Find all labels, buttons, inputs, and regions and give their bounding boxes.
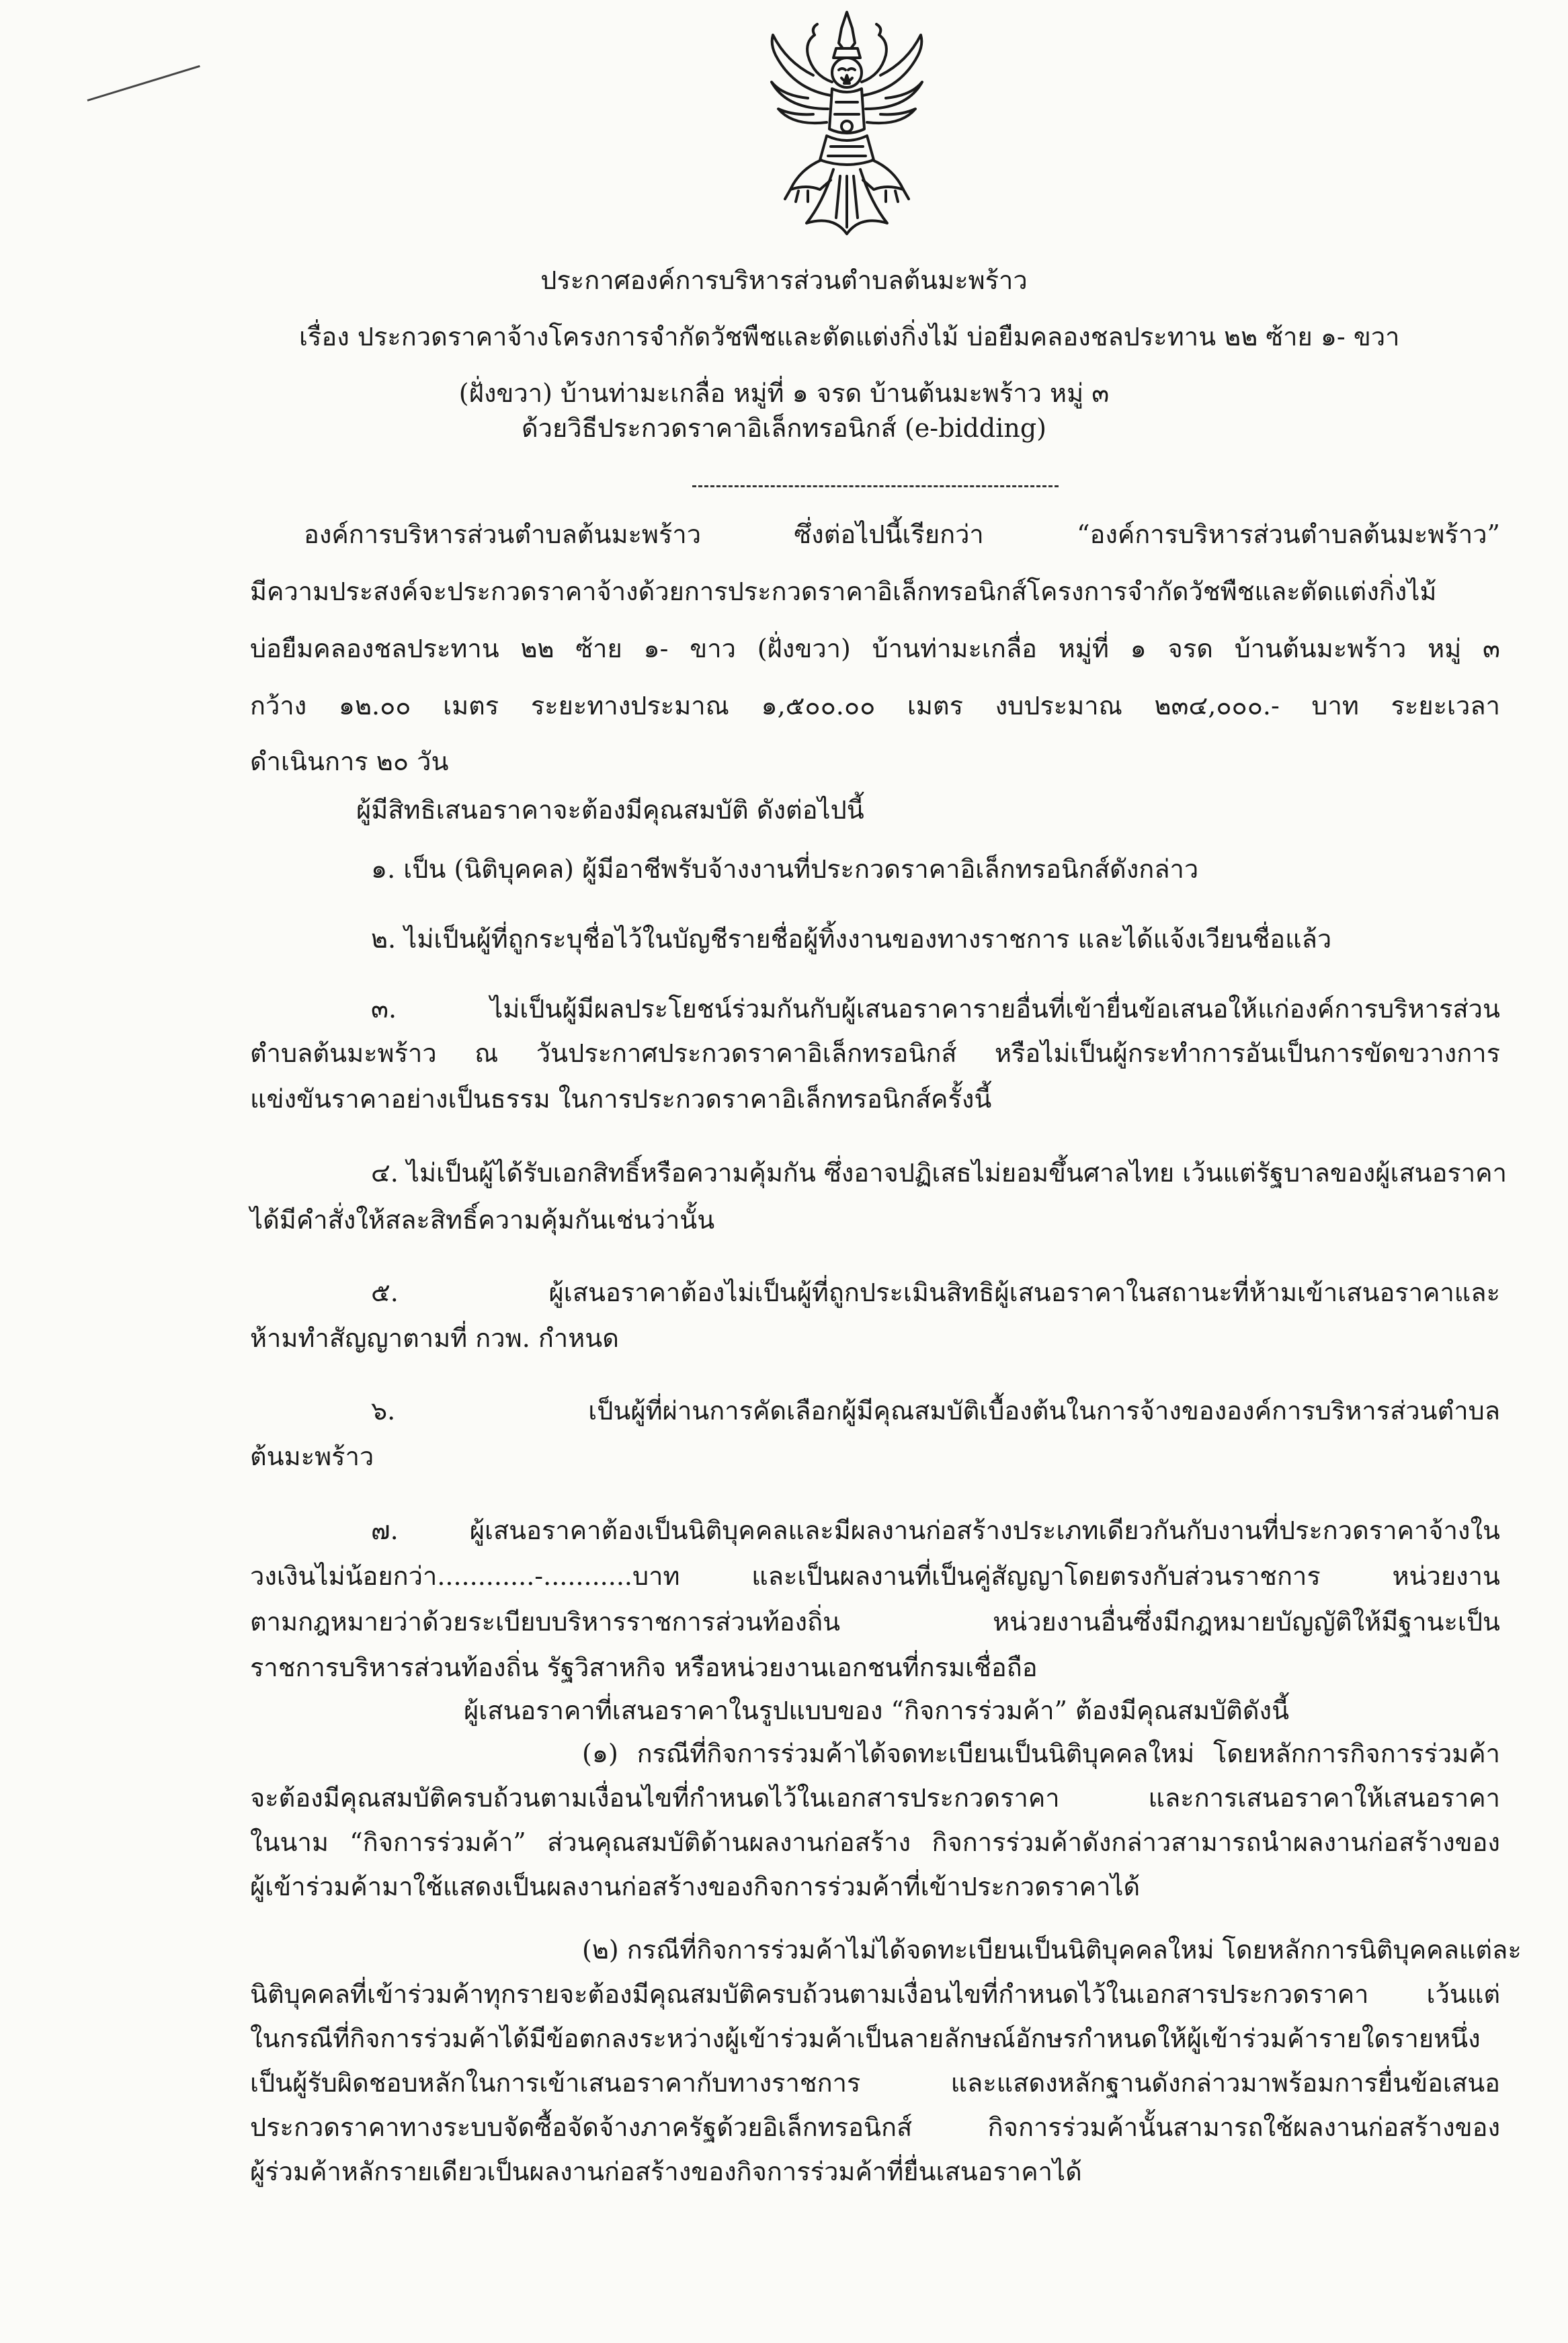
- qualification-item-6-line-2: ต้นมะพร้าว: [250, 1442, 374, 1471]
- qualifications-heading: ผู้มีสิทธิเสนอราคาจะต้องมีคุณสมบัติ ดังต่อไปนี้: [356, 795, 864, 825]
- bidding-method-line: ด้วยวิธีประกวดราคาอิเล็กทรอนิกส์ (e-bidding): [522, 413, 1046, 443]
- subject-line-1: เรื่อง ประกวดราคาจ้างโครงการจำกัดวัชพืชและตัดแต่งกิ่งไม้ บ่อยืมคลองชลประทาน ๒๒ ซ้าย ๑- ขวา: [299, 322, 1400, 352]
- intro-line-2: มีความประสงค์จะประกวดราคาจ้างด้วยการประกวดราคาอิเล็กทรอนิกส์โครงการจำกัดวัชพืชและตัดแต่งกิ่งไม้: [250, 577, 1437, 606]
- qualification-item-3-line-2: ตำบลต้นมะพร้าว ณ วันประกาศประกวดราคาอิเล็กทรอนิกส์ หรือไม่เป็นผู้กระทำการอันเป็นการขัดขวางการ: [250, 1038, 1500, 1068]
- qualification-item-7-line-3: ตามกฎหมายว่าด้วยระเบียบบริหารราชการส่วนท้องถิ่น หน่วยงานอื่นซึ่งมีกฎหมายบัญญัติให้มีฐานะเป็น: [250, 1607, 1500, 1637]
- joint-venture-case-2-line-4: เป็นผู้รับผิดชอบหลักในการเข้าเสนอราคากับทางราชการ และแสดงหลักฐานดังกล่าวมาพร้อมการยื่นข้อเสนอ: [250, 2068, 1500, 2098]
- announcement-title: ประกาศองค์การบริหารส่วนตำบลต้นมะพร้าว: [540, 265, 1028, 295]
- intro-line-4: กว้าง ๑๒.๐๐ เมตร ระยะทางประมาณ ๑,๕๐๐.๐๐ เมตร งบประมาณ ๒๓๔,๐๐๐.- บาท ระยะเวลา: [250, 691, 1500, 721]
- qualification-item-4-line-2: ได้มีคำสั่งให้สละสิทธิ์ความคุ้มกันเช่นว่านั้น: [250, 1205, 715, 1235]
- qualification-item-5-line-1: ๕. ผู้เสนอราคาต้องไม่เป็นผู้ที่ถูกประเมินสิทธิผู้เสนอราคาในสถานะที่ห้ามเข้าเสนอราคาและ: [371, 1278, 1500, 1307]
- joint-venture-case-1-line-2: จะต้องมีคุณสมบัติครบถ้วนตามเงื่อนไขที่กำหนดไว้ในเอกสารประกวดราคา และการเสนอราคาให้เสนอราคา: [250, 1783, 1500, 1813]
- qualification-item-7-line-2: วงเงินไม่น้อยกว่า............-...........บาท และเป็นผลงานที่เป็นคู่สัญญาโดยตรงกับส่วนราชการ หน่วยงาน: [250, 1561, 1500, 1591]
- qualification-item-2: ๒. ไม่เป็นผู้ที่ถูกระบุชื่อไว้ในบัญชีรายชื่อผู้ทิ้งงานของทางราชการ และได้แจ้งเวียนชื่อแล้ว: [371, 924, 1332, 954]
- joint-venture-case-2-line-1: (๒) กรณีที่กิจการร่วมค้าไม่ได้จดทะเบียนเป็นนิติบุคคลใหม่ โดยหลักการนิติบุคคลแต่ละ: [582, 1935, 1522, 1965]
- garuda-emblem-icon: [766, 8, 927, 240]
- intro-line-5: ดำเนินการ ๒๐ วัน: [250, 747, 449, 776]
- qualification-item-7-line-1: ๗. ผู้เสนอราคาต้องเป็นนิติบุคคลและมีผลงานก่อสร้างประเภทเดียวกันกับงานที่ประกวดราคาจ้างใน: [371, 1516, 1500, 1545]
- header-separator: [692, 485, 1059, 487]
- qualification-item-7-line-4: ราชการบริหารส่วนท้องถิ่น รัฐวิสาหกิจ หรือหน่วยงานเอกชนที่กรมเชื่อถือ: [250, 1653, 1038, 1682]
- joint-venture-case-1-line-1: (๑) กรณีที่กิจการร่วมค้าได้จดทะเบียนเป็นนิติบุคคลใหม่ โดยหลักการกิจการร่วมค้า: [582, 1739, 1500, 1768]
- joint-venture-case-2-line-2: นิติบุคคลที่เข้าร่วมค้าทุกรายจะต้องมีคุณสมบัติครบถ้วนตามเงื่อนไขที่กำหนดไว้ในเอกสารประกวดราคา เว้นแต่: [250, 1979, 1500, 2009]
- intro-line-3: บ่อยืมคลองชลประทาน ๒๒ ซ้าย ๑- ขาว (ฝั่งขวา) บ้านท่ามะเกลื่อ หมู่ที่ ๑ จรด บ้านต้นมะพร้าว หมู่ ๓: [250, 634, 1500, 663]
- subject-line-2: (ฝั่งขวา) บ้านท่ามะเกลื่อ หมู่ที่ ๑ จรด บ้านต้นมะพร้าว หมู่ ๓: [458, 378, 1110, 408]
- joint-venture-case-2-line-3: ในกรณีที่กิจการร่วมค้าได้มีข้อตกลงระหว่างผู้เข้าร่วมค้าเป็นลายลักษณ์อักษรกำหนดให้ผู้เข้าร่วมค้ารายใดรายหนึ่ง: [250, 2024, 1481, 2053]
- joint-venture-case-2-line-5: ประกวดราคาทางระบบจัดซื้อจัดจ้างภาครัฐด้วยอิเล็กทรอนิกส์ กิจการร่วมค้านั้นสามารถใช้ผลงานก่อสร้างของ: [250, 2112, 1500, 2142]
- qualification-item-3-line-3: แข่งขันราคาอย่างเป็นธรรม ในการประกวดราคาอิเล็กทรอนิกส์ครั้งนี้: [250, 1084, 992, 1114]
- intro-line-1: องค์การบริหารส่วนตำบลต้นมะพร้าว ซึ่งต่อไปนี้เรียกว่า “องค์การบริหารส่วนตำบลต้นมะพร้าว”: [304, 520, 1500, 549]
- qualification-item-5-line-2: ห้ามทำสัญญาตามที่ กวพ. กำหนด: [250, 1323, 619, 1353]
- joint-venture-case-1-line-4: ผู้เข้าร่วมค้ามาใช้แสดงเป็นผลงานก่อสร้างของกิจการร่วมค้าที่เข้าประกวดราคาได้: [250, 1872, 1141, 1901]
- joint-venture-case-1-line-3: ในนาม “กิจการร่วมค้า” ส่วนคุณสมบัติด้านผลงานก่อสร้าง กิจการร่วมค้าดังกล่าวสามารถนำผลงานก่อสร้างของ: [250, 1827, 1500, 1857]
- joint-venture-heading: ผู้เสนอราคาที่เสนอราคาในรูปแบบของ “กิจการร่วมค้า” ต้องมีคุณสมบัติดังนี้: [464, 1696, 1290, 1725]
- qualification-item-4-line-1: ๔. ไม่เป็นผู้ได้รับเอกสิทธิ์หรือความคุ้มกัน ซึ่งอาจปฏิเสธไม่ยอมขึ้นศาลไทย เว้นแต่รัฐบาลของผู้เสนอราคา: [371, 1158, 1507, 1188]
- joint-venture-case-2-line-6: ผู้ร่วมค้าหลักรายเดียวเป็นผลงานก่อสร้างของกิจการร่วมค้าที่ยื่นเสนอราคาได้: [250, 2157, 1082, 2186]
- pen-scratch-mark: [87, 65, 200, 101]
- qualification-item-3-line-1: ๓. ไม่เป็นผู้มีผลประโยชน์ร่วมกันกับผู้เสนอราคารายอื่นที่เข้ายื่นข้อเสนอให้แก่องค์การบริหารส่วน: [371, 994, 1500, 1024]
- qualification-item-6-line-1: ๖. เป็นผู้ที่ผ่านการคัดเลือกผู้มีคุณสมบัติเบื้องต้นในการจ้างขององค์การบริหารส่วนตำบล: [371, 1396, 1500, 1426]
- qualification-item-1: ๑. เป็น (นิติบุคคล) ผู้มีอาชีพรับจ้างงานที่ประกวดราคาอิเล็กทรอนิกส์ดังกล่าว: [371, 854, 1199, 884]
